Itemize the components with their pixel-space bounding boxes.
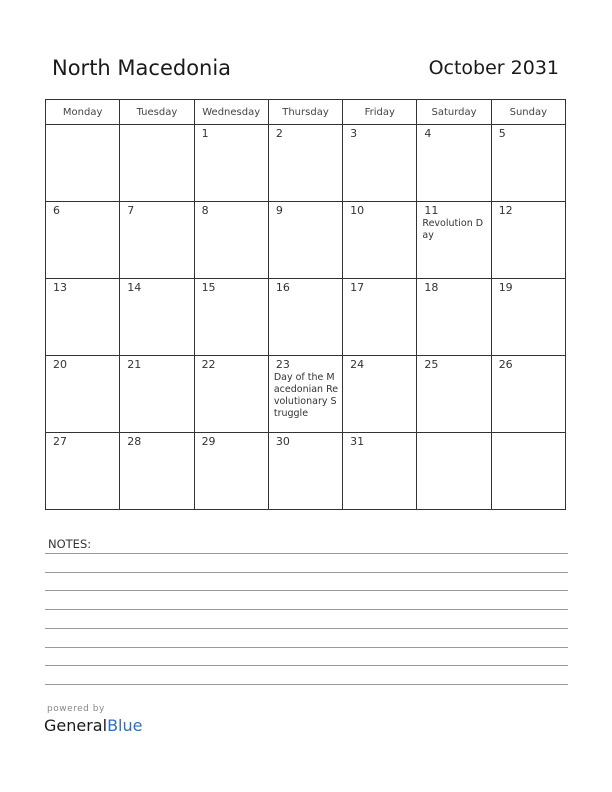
country-title: North Macedonia (52, 56, 232, 80)
week-row (46, 433, 566, 510)
day-number: 4 (424, 127, 432, 140)
day-cell (491, 356, 565, 433)
day-number: 14 (127, 281, 142, 294)
month-title: October 2031 (428, 57, 559, 79)
day-number: 25 (424, 358, 439, 371)
day-cell (194, 433, 268, 510)
day-number: 17 (350, 281, 365, 294)
calendar-body (46, 125, 566, 510)
day-cell (343, 279, 417, 356)
day-cell (194, 279, 268, 356)
day-cell (268, 356, 342, 433)
week-row (46, 125, 566, 202)
note-line (45, 572, 568, 573)
weekday-sunday: Sunday (491, 100, 565, 125)
holiday-label: Revolution Day (422, 218, 484, 241)
day-number: 30 (275, 435, 290, 448)
day-number (492, 433, 565, 435)
day-number: 10 (350, 204, 365, 217)
powered-by-text: powered by (47, 704, 105, 714)
week-row (46, 279, 566, 356)
calendar-grid (45, 99, 566, 510)
day-number: 31 (350, 435, 365, 448)
weekday-wednesday: Wednesday (194, 100, 268, 125)
day-cell (343, 356, 417, 433)
generalblue-logo (44, 716, 142, 735)
day-cell (343, 125, 417, 202)
day-number: 19 (498, 281, 513, 294)
day-cell (46, 202, 120, 279)
day-number: 13 (53, 281, 67, 294)
note-line (45, 609, 568, 610)
day-number: 8 (201, 204, 209, 217)
day-number: 20 (53, 358, 67, 371)
week-row (46, 202, 566, 279)
notes-label: NOTES: (48, 537, 92, 551)
day-cell (46, 433, 120, 510)
day-number: 6 (53, 204, 60, 217)
weekday-thursday: Thursday (268, 100, 342, 125)
note-line (45, 684, 568, 685)
brand-general: General (44, 716, 108, 735)
day-cell (46, 125, 120, 202)
day-number: 11 (424, 204, 439, 217)
day-cell (417, 433, 491, 510)
holiday-label: Day of the Macedonian Revolutionary Struggle (273, 372, 339, 419)
day-number: 29 (201, 435, 216, 448)
day-cell (194, 202, 268, 279)
day-number: 7 (127, 204, 135, 217)
note-line (45, 647, 568, 648)
day-cell (268, 125, 342, 202)
day-number: 9 (275, 204, 283, 217)
day-cell (120, 356, 194, 433)
day-number: 18 (424, 281, 439, 294)
day-cell (46, 279, 120, 356)
day-number: 5 (498, 127, 506, 140)
day-cell (120, 433, 194, 510)
day-cell (343, 433, 417, 510)
day-number: 26 (498, 358, 513, 371)
day-cell (491, 279, 565, 356)
day-number: 15 (201, 281, 216, 294)
day-cell (268, 279, 342, 356)
day-number: 2 (275, 127, 283, 140)
day-cell (46, 356, 120, 433)
day-number: 24 (350, 358, 365, 371)
day-cell (491, 202, 565, 279)
day-cell (417, 125, 491, 202)
day-number (120, 125, 193, 127)
day-cell (268, 433, 342, 510)
day-number: 22 (201, 358, 216, 371)
brand-blue: Blue (107, 716, 143, 735)
day-number (46, 125, 119, 127)
day-number: 12 (498, 204, 513, 217)
day-number: 21 (127, 358, 142, 371)
weekday-saturday: Saturday (417, 100, 491, 125)
day-cell (417, 202, 491, 279)
day-cell (194, 356, 268, 433)
note-line (45, 665, 568, 666)
day-number: 28 (127, 435, 142, 448)
weekday-header-row (46, 100, 566, 125)
day-number: 23 (275, 358, 290, 371)
note-line (45, 628, 568, 629)
day-number: 3 (350, 127, 358, 140)
day-number (417, 433, 490, 435)
day-number: 16 (275, 281, 290, 294)
day-cell (491, 125, 565, 202)
day-cell (491, 433, 565, 510)
day-number: 27 (53, 435, 67, 448)
day-cell (120, 125, 194, 202)
day-cell (268, 202, 342, 279)
note-line (45, 553, 568, 554)
note-line (45, 590, 568, 591)
weekday-tuesday: Tuesday (120, 100, 194, 125)
day-cell (417, 356, 491, 433)
day-cell (417, 279, 491, 356)
weekday-friday: Friday (343, 100, 417, 125)
day-cell (120, 202, 194, 279)
day-cell (120, 279, 194, 356)
day-cell (194, 125, 268, 202)
day-number: 1 (201, 127, 209, 140)
day-cell (343, 202, 417, 279)
week-row (46, 356, 566, 433)
weekday-monday: Monday (46, 100, 120, 125)
